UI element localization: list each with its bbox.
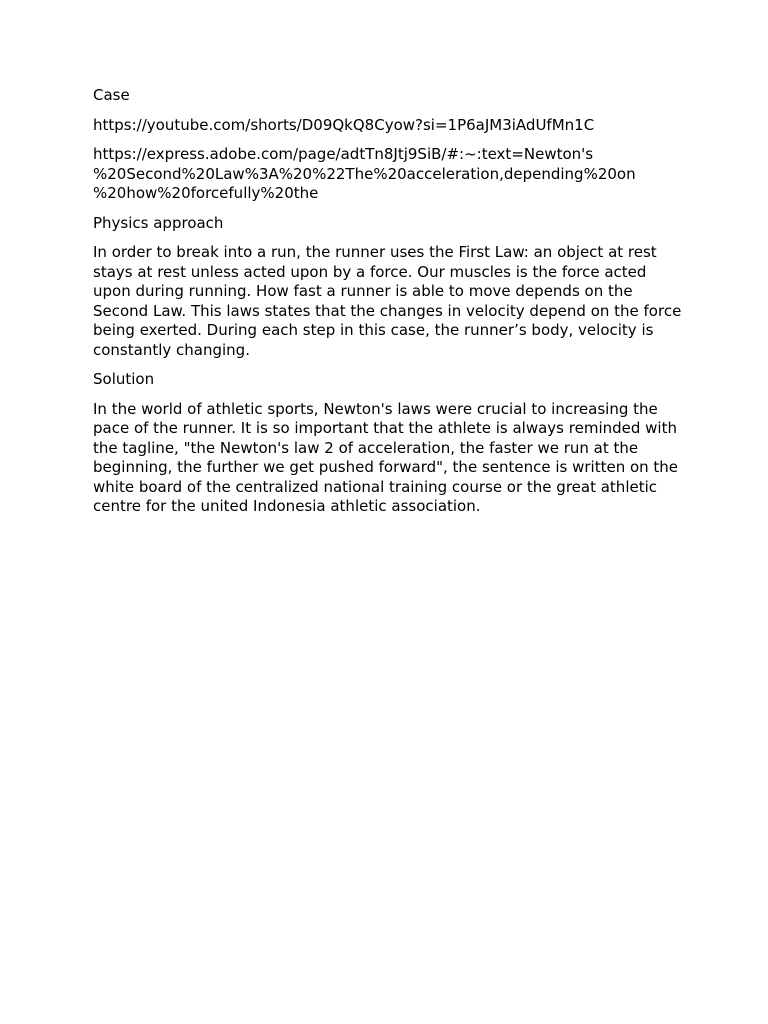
physics-approach-paragraph: In order to break into a run, the runner uses the First Law: an object at rest stays at rest unless acted upon by a force. Our muscles is the force acted upon during running. How fast a runner is able to move depends on the Second Law. This laws states that the changes in velocity depend on the force being exerted. During each step in this case, the runner’s body, velocity is constantly changing. xyxy=(93,243,682,359)
case-heading: Case xyxy=(93,86,130,104)
adobe-express-link-line-3: %20how%20forcefully%20the xyxy=(93,184,319,202)
youtube-link: https://youtube.com/shorts/D09QkQ8Cyow?si=1P6aJM3iAdUfMn1C xyxy=(93,115,595,134)
adobe-express-link xyxy=(93,145,683,204)
adobe-express-link-line-1: https://express.adobe.com/page/adtTn8Jtj9SiB/#:~:text=Newton's xyxy=(93,145,594,163)
solution-paragraph: In the world of athletic sports, Newton's laws were crucial to increasing the pace of the runner. It is so important that the athlete is always reminded with the tagline, "the Newton's law 2 of acceleration, the faster we run at the beginning, the further we get pushed forward", the sentence is written on the white board of the centralized national training course or the great athletic centre for the united Indonesia athletic association. xyxy=(93,399,679,515)
physics-approach-heading: Physics approach xyxy=(93,213,224,232)
document-page xyxy=(93,86,683,527)
solution-heading: Solution xyxy=(93,370,155,388)
adobe-express-link-line-2: %20Second%20Law%3A%20%22The%20acceleration,depending%20on xyxy=(93,164,636,183)
